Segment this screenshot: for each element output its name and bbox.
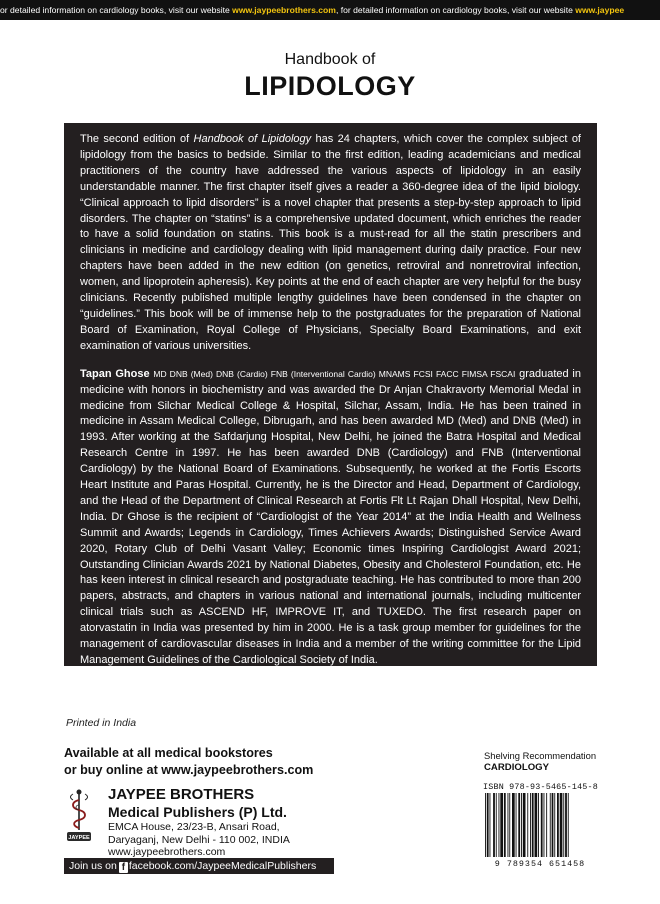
barcode-bar (521, 793, 522, 857)
barcode-icon (483, 793, 598, 857)
barcode-bar (552, 793, 554, 857)
printed-in-india: Printed in India (66, 717, 137, 729)
author-bio (80, 367, 581, 669)
barcode-bar (544, 793, 545, 857)
logo-label: JAYPEE (68, 835, 90, 841)
availability-line-2: or buy online at www.jaypeebrothers.com (64, 763, 314, 777)
barcode-bar (518, 793, 520, 857)
title-line-2: LIPIDOLOGY (244, 71, 416, 101)
description-book-title: Handbook of Lipidology (193, 133, 312, 145)
barcode-bar (535, 793, 538, 857)
facebook-banner[interactable] (64, 858, 334, 874)
barcode-bar (565, 793, 567, 857)
author-credentials: MD DNB (Med) DNB (Cardio) FNB (Interventional Cardio) MNAMS FCSI FACC FIMSA FSCAI (153, 368, 516, 379)
book-title (0, 50, 660, 102)
barcode-bar (493, 793, 495, 857)
barcode-bar (527, 793, 528, 857)
shelving-label: Shelving Recommendation (484, 750, 597, 761)
publisher-block (108, 786, 290, 859)
barcode-bar (508, 793, 509, 857)
barcode-bar (530, 793, 531, 857)
banner-website-link[interactable]: www.jaypee (575, 5, 625, 15)
barcode-bar (516, 793, 517, 857)
barcode-bar (568, 793, 569, 857)
author-name: Tapan Ghose (80, 367, 150, 380)
facebook-icon: f (119, 862, 128, 873)
barcode-bar (560, 793, 563, 857)
book-description (80, 132, 581, 355)
author-bio-text: graduated in medicine with honors in biochemistry and was awarded the Dr Anjan Chakravorty Memorial Medal in medicine from Silchar Medical College & Hospital, Silchar, Assam, India. He has been trained in medicine in Assam Medical College, Dibrugarh, and has been awarded MD (Med) and DNB (Med) in 1993. After working at the Safdarjung Hospital, New Delhi, he joined the Batra Hospital and Medical Research Centre in 1997. He has been awarded DNB (Cardiology) and FNB (Interventional Cardiology) by the National Board of Examinations. Subsequently, he worked at the Fortis Escorts Heart Institute and Paras Hospital. Currently, he is the Director and Head, Department of Cardiology, and the Head of the Department of Clinical Research at Fortis Flt Lt Rajan Dhall Hospital, New Delhi, India. Dr Ghose is the recipient of “Cardiologist of the Year 2014” at the India Health and Wellness Summit and Awards; Legends in Cardiology, Times Achievers Awards; Distinguished Service Award 2020, Rotary Club of Delhi Vasant Valley; Economic times Inspiring Cardiologist Award 2021; Outstanding Clinician Awards 2021 by National Diabetes, Obesity and Cholesterol Foundation, etc. He has keen interest in clinical research and postgraduate teaching. He has contributed to more than 200 papers, abstracts, and chapters in various national and international journals, including multicenter clinical trials such as ASCEND HF, IMPROVE IT, and TUXEDO. The first research paper on atorvastatin in India was presented by him in 2000. He is a task group member for guidelines for the management of cardiovascular diseases in India and a member of the writing committee for the Lipid Management Guidelines of the Cardiological Society of India. (80, 367, 581, 666)
publisher-name: JAYPEE BROTHERS (108, 786, 255, 803)
description-body: has 24 chapters, which cover the complex subject of lipidology from the basics to bedside. Similar to the first edition, leading academicians and medical practitioners of the country have addressed the various aspects of lipidology in an easily understandable manner. The first chapter itself gives a reader a 360-degree idea of the lipid biology. “Clinical approach to lipid disorders” is a novel chapter that presents a step-by-step approach to lipid disorders. The chapter on “statins” is a comprehensive updated document, which enriches the reader to have a solid foundation on statins. This book is a must-read for all the statin prescribers and clinicians in medicine and cardiology dealing with lipid management during daily practice. Four new chapters have been added in the new edition (on genetics, retroviral and nonretroviral infection, women, and lipoprotein apheresis). Key points at the end of each chapter are very helpful for the busy clinicians. Recently published multiple lengthy guidelines have been condensed in the chapter on “guidelines.” This book will be of immense help to the postgraduates for the preparation of National Board of Examination, Royal College of Physicians, Specialty Board Examinations, and exit examination of various universities. (80, 133, 581, 352)
publisher-address-1: EMCA House, 23/23-B, Ansari Road, (108, 821, 280, 833)
barcode-bar (487, 793, 489, 857)
barcode-number: 9 789354 651458 (494, 859, 586, 869)
join-us-label: Join us on (69, 860, 117, 872)
isbn-text: ISBN 978-93-5465-145-8 (483, 782, 598, 792)
publisher-subtitle: Medical Publishers (P) Ltd. (108, 804, 287, 820)
title-line-1: Handbook of (284, 51, 376, 68)
barcode-bar (500, 793, 503, 857)
banner-text: or detailed information on cardiology books, visit our website (0, 5, 233, 15)
barcode-bar (490, 793, 491, 857)
shelving-value: CARDIOLOGY (484, 762, 550, 773)
shelving-recommendation (484, 750, 596, 774)
publisher-website[interactable]: www.jaypeebrothers.com (108, 846, 226, 858)
barcode-bar (485, 793, 486, 857)
publisher-address-2: Daryaganj, New Delhi - 110 002, INDIA (108, 833, 290, 846)
description-intro: The second edition of (80, 133, 194, 145)
barcode-bar (496, 793, 497, 857)
barcode-bar (504, 793, 506, 857)
barcode-bar (532, 793, 534, 857)
barcode-bar (557, 793, 559, 857)
barcode-bar (541, 793, 543, 857)
jaypee-logo-icon (64, 786, 94, 846)
barcode-bar (554, 793, 555, 857)
barcode-bar (523, 793, 526, 857)
barcode-bar (550, 793, 551, 857)
facebook-url[interactable]: facebook.com/JaypeeMedicalPublishers (128, 860, 317, 872)
barcode-bar (509, 793, 510, 857)
website-banner (0, 0, 660, 20)
availability-note (64, 745, 313, 779)
back-cover-blurb (64, 123, 597, 666)
banner-website-link[interactable]: www.jaypeebrothers.com (232, 5, 336, 15)
banner-text: , for detailed information on cardiology books, visit our website (335, 5, 576, 15)
barcode-bar (538, 793, 539, 857)
barcode-bar (499, 793, 500, 857)
availability-line-1: Available at all medical bookstores (64, 746, 273, 760)
barcode-bar (512, 793, 515, 857)
barcode-bar (563, 793, 564, 857)
barcode-bar (546, 793, 547, 857)
